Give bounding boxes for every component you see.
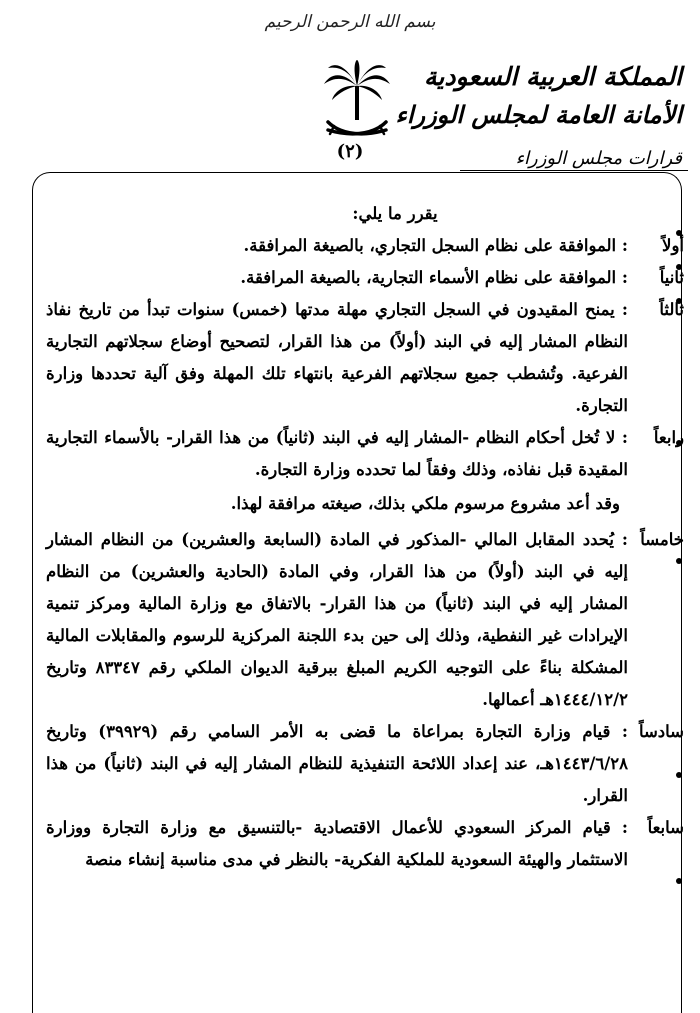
clause-4 <box>16 422 684 486</box>
clause-text: : الموافقة على نظام الأسماء التجارية، بالصيغة المرافقة. <box>16 262 628 294</box>
clause-text: : يُحدد المقابل المالي -المذكور في المادة (السابعة والعشرين) من النظام المشار إليه في البند (أولاً) من هذا القرار، وفي المادة (الحادية والعشرين) من النظام المشار إليه في البند (ثانياً) من هذا القرار- بالاتفاق مع وزارة المالية ومركز تنمية الإيرادات غير النفطية، وذلك إلى حين بدء اللجنة المركزية للرسوم والمقابلات المالية المشكلة بناءً على التوجيه الكريم المبلغ ببرقية الديوان الملكي رقم ٨٣٣٤٧ وتاريخ ١٤٤٤/١٢/٢هـ أعمالها. <box>16 524 628 716</box>
org-name-secretariat: الأمانة العامة لمجلس الوزراء <box>395 100 682 129</box>
page-number: (٢) <box>336 141 364 162</box>
clause-label: رابعاً <box>653 428 684 447</box>
decision-intro: يقرر ما يلي: <box>352 204 438 223</box>
saudi-emblem-icon <box>322 60 392 142</box>
basmala: بسم الله الرحمن الرحيم <box>264 12 436 32</box>
royal-decree-note: وقد أعد مشروع مرسوم ملكي بذلك، صيغته مرافقة لهذا. <box>230 494 620 513</box>
clause-text: : لا تُخل أحكام النظام -المشار إليه في البند (ثانياً) من هذا القرار- بالأسماء التجارية المقيدة قبل نفاذه، وذلك وفقاً لما تحدده وزارة التجارة. <box>16 422 628 486</box>
org-name-decisions: قرارات مجلس الوزراء <box>515 148 682 169</box>
clause-2 <box>16 262 684 294</box>
clause-3 <box>16 294 684 422</box>
clause-text: : قيام المركز السعودي للأعمال الاقتصادية -بالتنسيق مع وزارة التجارة ووزارة الاستثمار والهيئة السعودية للملكية الفكرية- بالنظر في مدى مناسبة إنشاء منصة <box>16 812 628 876</box>
clause-label: سابعاً <box>647 818 684 837</box>
clause-7 <box>16 812 684 876</box>
clause-text: : الموافقة على نظام السجل التجاري، بالصيغة المرافقة. <box>16 230 628 262</box>
clause-label: ثالثاً <box>659 300 684 319</box>
decision-body <box>16 198 684 876</box>
header-rule <box>460 170 688 171</box>
palm-tree-icon <box>324 60 390 120</box>
crossed-swords-icon <box>328 122 386 134</box>
clause-label: سادساً <box>638 722 684 741</box>
clause-text: : يمنح المقيدون في السجل التجاري مهلة مدتها (خمس) سنوات تبدأ من تاريخ نفاذ النظام المشار إليه في البند (أولاً) من هذا القرار، لتصحيح أوضاع سجلاتهم التجارية الفرعية. وتُشطب جميع سجلاتهم الفرعية بانتهاء تلك المهلة وفق آلية تحددها وزارة التجارة. <box>16 294 628 422</box>
clause-bullet <box>676 878 682 884</box>
clause-text: : قيام وزارة التجارة بمراعاة ما قضى به الأمر السامي رقم (٣٩٩٢٩) وتاريخ ١٤٤٣/٦/٢٨هـ، عند إعداد اللائحة التنفيذية للنظام المشار إليه في البند (ثانياً) من هذا القرار. <box>16 716 628 812</box>
clause-6 <box>16 716 684 812</box>
clause-label: أولاً <box>662 236 684 255</box>
clause-label: خامساً <box>640 530 684 549</box>
org-name-kingdom: المملكة العربية السعودية <box>423 62 682 91</box>
clause-label: ثانياً <box>659 268 684 287</box>
clause-1 <box>16 230 684 262</box>
clause-5 <box>16 524 684 716</box>
